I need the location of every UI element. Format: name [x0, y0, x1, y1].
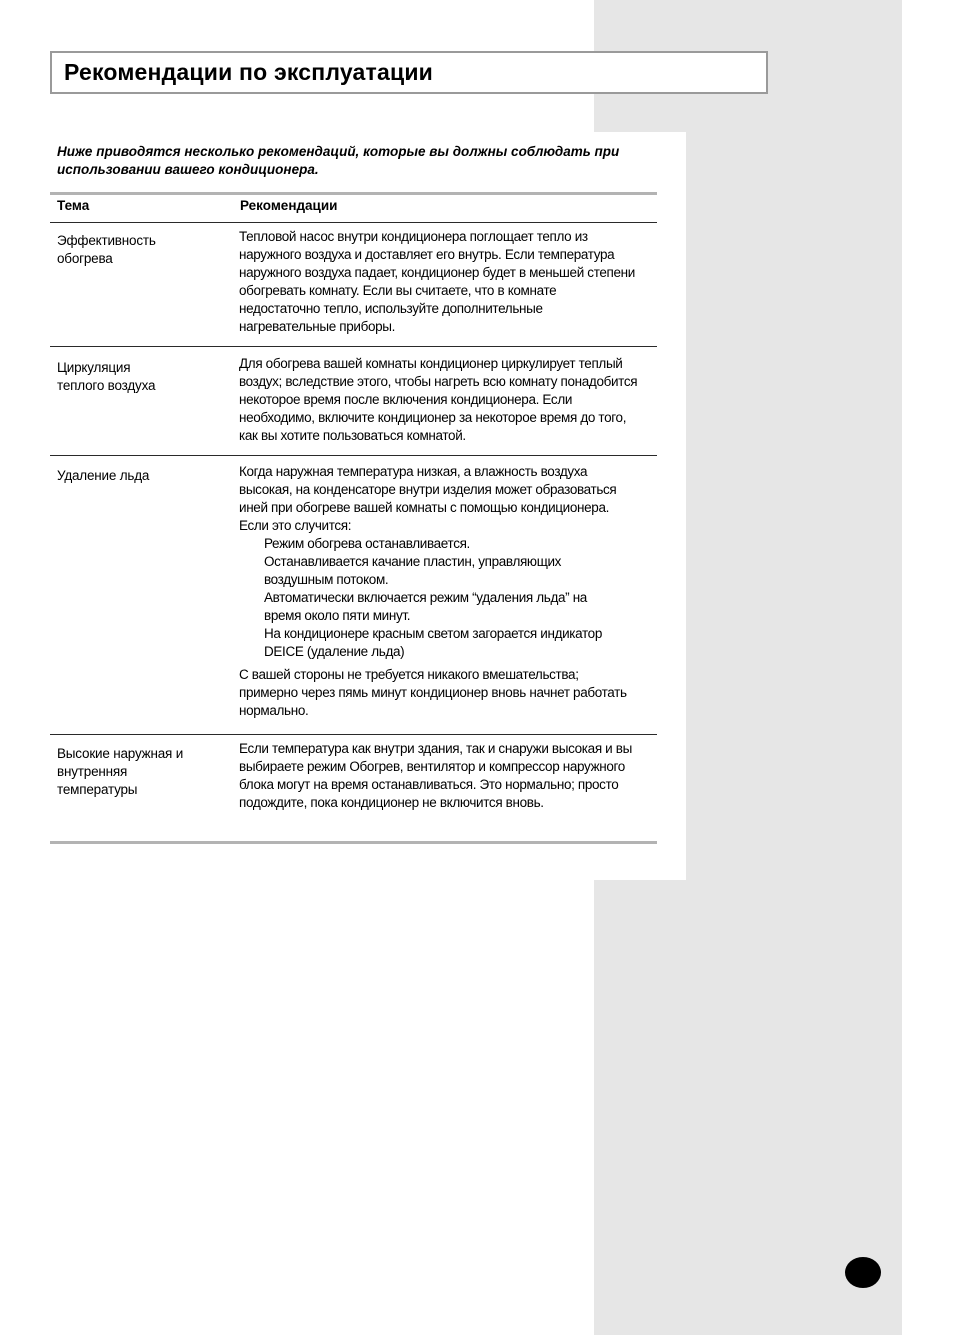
intro-text: Ниже приводятся несколько рекомендаций, которые вы должны соблюдать при использовании вашего кондиционера.	[57, 144, 620, 177]
page-title-box	[50, 51, 768, 94]
table-top-rule	[50, 192, 657, 195]
row-divider	[50, 734, 657, 735]
topic-warm-air-circulation: Циркуляция теплого воздуха	[57, 360, 156, 393]
column-header-topic: Тема	[57, 198, 90, 213]
recommendation-lead: Если это случится:	[239, 518, 352, 533]
recommendation-defrost	[239, 463, 639, 720]
row-divider	[50, 455, 657, 456]
recommendation-text: Тепловой насос внутри кондиционера поглощает тепло из наружного воздуха и доставляет его внутрь. Если температура наружного воздуха падает, кондиционер будет в меньшей степени обогревать комнату. Если вы считаете, что в комнате недостаточно тепло, используйте дополнительные нагревательные приборы.	[239, 229, 635, 334]
topic-defrost: Удаление льда	[57, 468, 150, 483]
recommendation-text: Если температура как внутри здания, так и снаружи высокая и вы выбираете режим Обогрев, вентилятор и компрессор наружного блока могут на время останавливаться. Это нормально; просто подождите, пока кондиционер не включится вновь.	[239, 741, 632, 810]
recommendation-text: Когда наружная температура низкая, а влажность воздуха высокая, на конденсаторе внутри изделия может образоваться иней при обогреве вашей комнаты с помощью кондиционера.	[239, 464, 617, 515]
column-header-recommendations: Рекомендации	[240, 198, 338, 213]
list-item: Режим обогрева останавливается.	[264, 536, 470, 551]
recommendation-text: Для обогрева вашей комнаты кондиционер циркулирует теплый воздух; вследствие этого, чтобы нагреть всю комнату понадобится некоторое время после включения кондиционера. Если необходимо, включите кондиционер за некоторое время до того, как вы хотите пользоваться комнатой.	[239, 356, 638, 443]
list-item: Останавливается качание пластин, управляющих воздушным потоком.	[264, 554, 562, 587]
topic-heating-efficiency: Эффективность обогрева	[57, 233, 156, 266]
topic-high-temperatures: Высокие наружная и внутренняя температуры	[57, 746, 184, 797]
table-bottom-rule	[50, 841, 657, 844]
row-divider	[50, 346, 657, 347]
page-title: Рекомендации по эксплуатации	[64, 59, 433, 85]
page-marker-dot	[845, 1257, 881, 1288]
recommendation-high-temperatures	[239, 740, 639, 812]
list-item: На кондиционере красным светом загорается индикатор DEICE (удаление льда)	[264, 626, 603, 659]
list-item: Автоматически включается режим “удаления льда” на время около пяти минут.	[264, 590, 587, 623]
recommendation-text: С вашей стороны не требуется никакого вмешательства; примерно через пямь минут кондиционер вновь начнет работать нормально.	[239, 667, 627, 718]
recommendation-warm-air-circulation	[239, 355, 639, 445]
recommendation-heating-efficiency	[239, 228, 639, 336]
header-divider	[50, 222, 657, 223]
